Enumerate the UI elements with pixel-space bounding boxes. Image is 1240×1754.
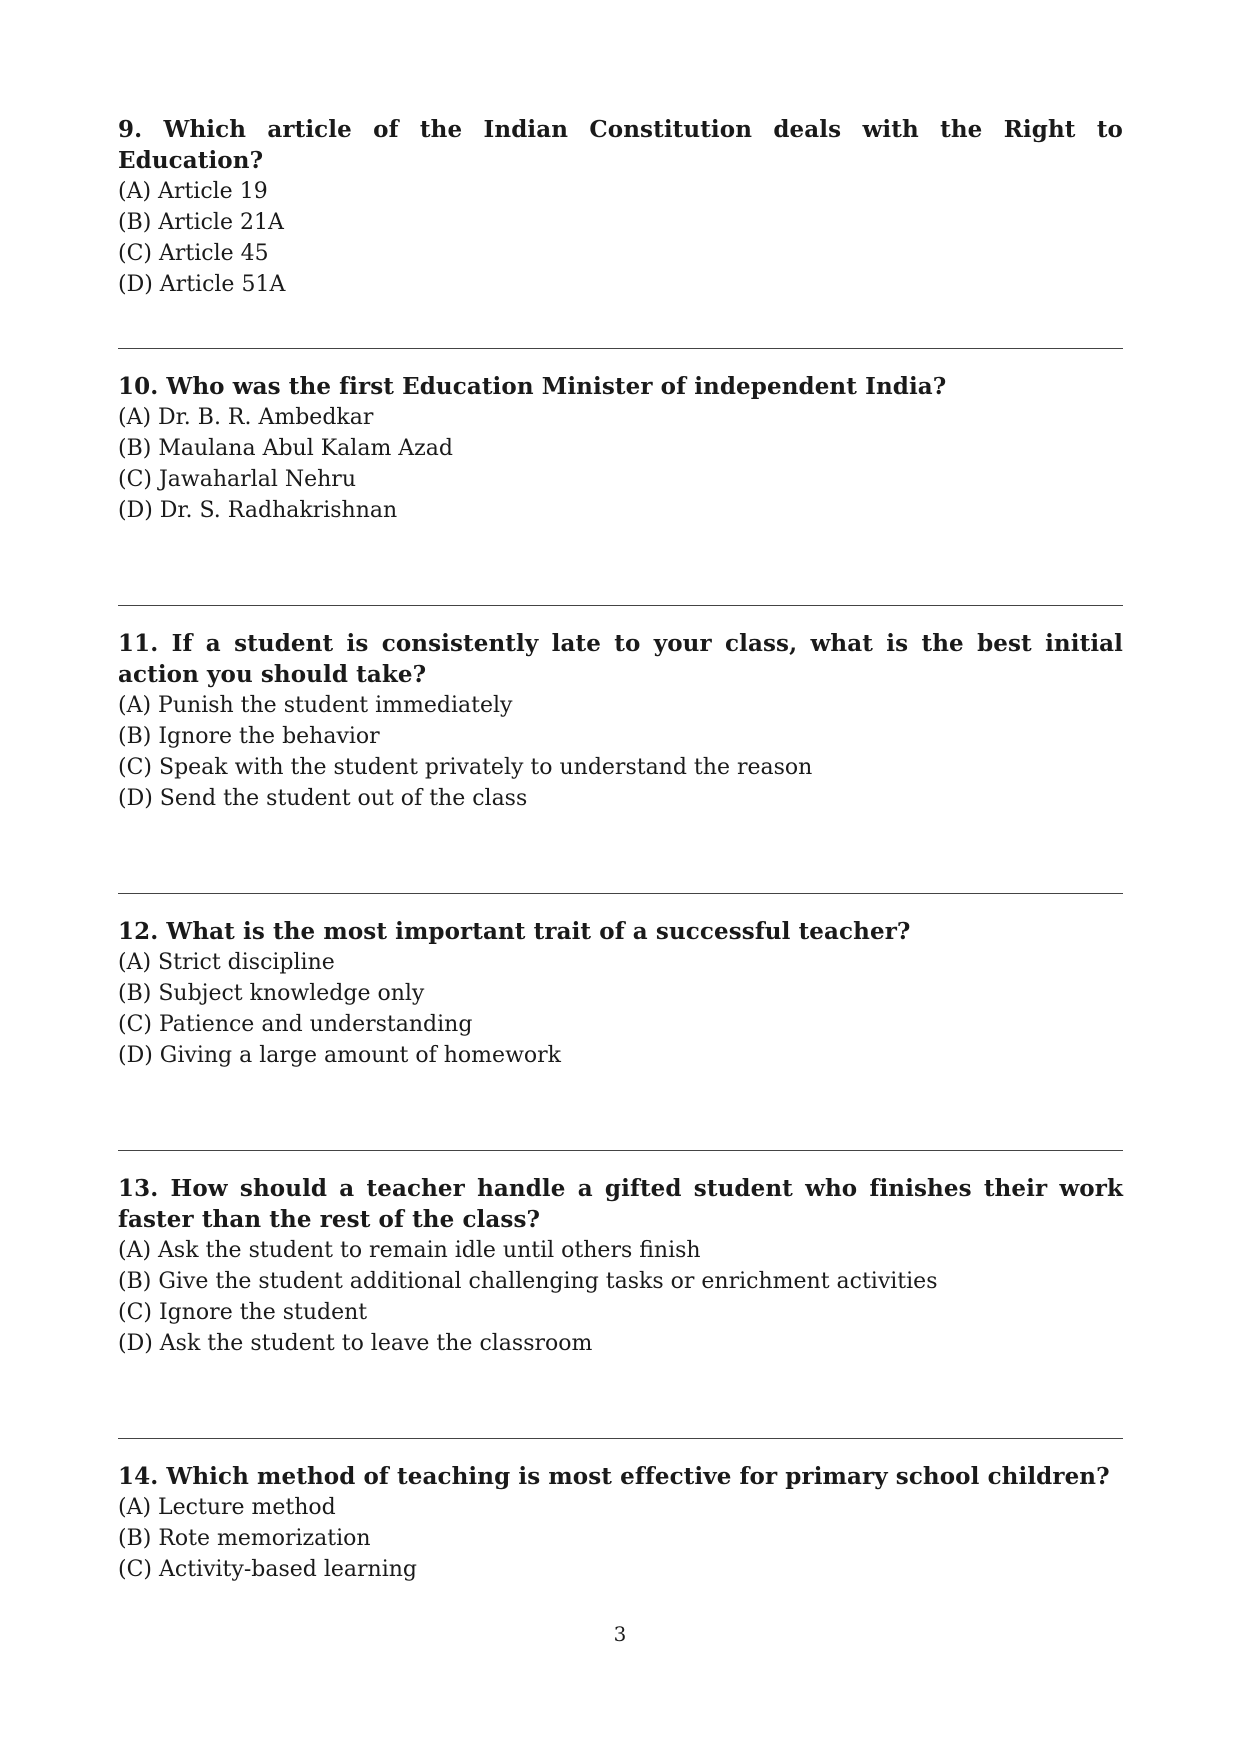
options-list (118, 176, 1123, 300)
question-text: 13. How should a teacher handle a gifted student who finishes their work faster than the rest of the class? (118, 1175, 1123, 1233)
question-text: 14. Which method of teaching is most effective for primary school children? (118, 1463, 1110, 1490)
option-c: (C) Ignore the student (118, 1300, 368, 1325)
question-9 (118, 114, 1123, 300)
option-b: (B) Subject knowledge only (118, 981, 425, 1006)
option-d: (D) Send the student out of the class (118, 786, 528, 811)
options-list (118, 1492, 1123, 1585)
question-12 (118, 916, 1123, 1071)
option-a: (A) Strict discipline (118, 950, 335, 975)
option-a: (A) Lecture method (118, 1495, 336, 1520)
section-divider (118, 1438, 1123, 1439)
option-a: (A) Article 19 (118, 179, 268, 204)
option-c: (C) Activity-based learning (118, 1557, 417, 1582)
question-text: 9. Which article of the Indian Constitution deals with the Right to Education? (118, 116, 1123, 174)
options-list (118, 1235, 1123, 1359)
question-13 (118, 1173, 1123, 1359)
section-divider (118, 348, 1123, 349)
section-divider (118, 893, 1123, 894)
option-c: (C) Article 45 (118, 241, 269, 266)
question-text: 10. Who was the first Education Minister of independent India? (118, 373, 947, 400)
question-text: 11. If a student is consistently late to your class, what is the best initial action you should take? (118, 630, 1123, 688)
option-c: (C) Speak with the student privately to understand the reason (118, 755, 813, 780)
option-a: (A) Punish the student immediately (118, 693, 513, 718)
option-c: (C) Patience and understanding (118, 1012, 473, 1037)
options-list (118, 402, 1123, 526)
option-b: (B) Maulana Abul Kalam Azad (118, 436, 453, 461)
options-list (118, 690, 1123, 814)
option-a: (A) Ask the student to remain idle until others finish (118, 1238, 701, 1263)
option-d: (D) Ask the student to leave the classroom (118, 1331, 593, 1356)
option-d: (D) Giving a large amount of homework (118, 1043, 561, 1068)
option-a: (A) Dr. B. R. Ambedkar (118, 405, 374, 430)
options-list (118, 947, 1123, 1071)
question-14 (118, 1461, 1123, 1585)
page-number: 3 (613, 1622, 627, 1646)
option-b: (B) Article 21A (118, 210, 284, 235)
option-b: (B) Rote memorization (118, 1526, 371, 1551)
section-divider (118, 1150, 1123, 1151)
question-text: 12. What is the most important trait of a successful teacher? (118, 918, 911, 945)
option-c: (C) Jawaharlal Nehru (118, 467, 356, 492)
section-divider (118, 605, 1123, 606)
option-d: (D) Article 51A (118, 272, 286, 297)
option-b: (B) Give the student additional challenging tasks or enrichment activities (118, 1269, 938, 1294)
question-11 (118, 628, 1123, 814)
option-d: (D) Dr. S. Radhakrishnan (118, 498, 398, 523)
question-10 (118, 371, 1123, 526)
option-b: (B) Ignore the behavior (118, 724, 380, 749)
